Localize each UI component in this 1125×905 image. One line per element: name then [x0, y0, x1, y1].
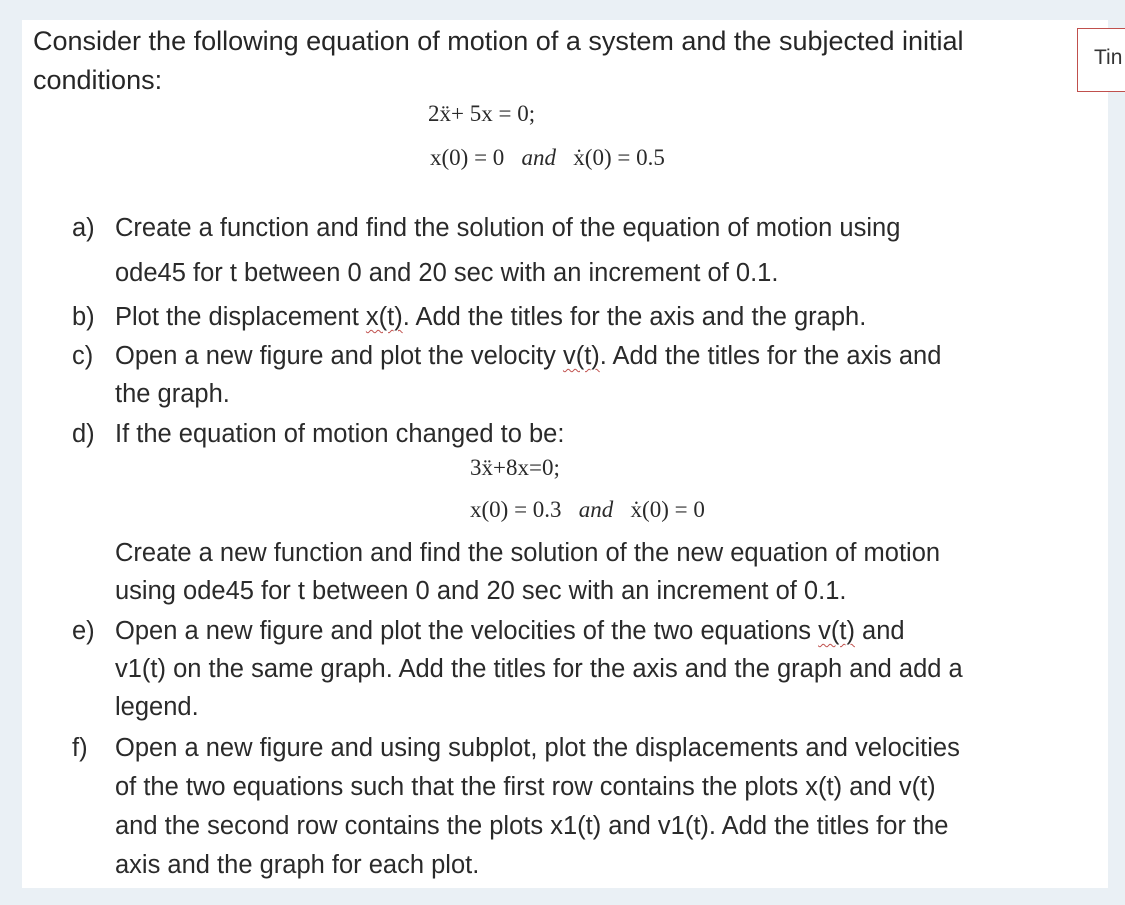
- item-d: [72, 415, 1107, 453]
- item-label: e): [72, 617, 95, 645]
- intro-line-2: conditions:: [33, 65, 163, 95]
- equation-of-motion-1: 2ẍ+ 5x = 0;: [428, 101, 536, 126]
- item-f-line-1: Open a new figure and using subplot, plot the displacements and velocities: [115, 734, 960, 762]
- item-c-line-1: [115, 337, 1107, 375]
- item-a-line-1: Create a function and find the solution of the equation of motion using: [115, 214, 901, 242]
- spellcheck-word: v(t): [562, 342, 600, 370]
- item-c-line-2: the graph.: [115, 380, 230, 408]
- item-d-para-line-2: using ode45 for t between 0 and 20 sec with an increment of 0.1.: [115, 577, 847, 605]
- item-e-line-3: legend.: [115, 693, 199, 721]
- item-f-line-4: axis and the graph for each plot.: [115, 851, 480, 879]
- conjunction-and: and: [521, 145, 557, 170]
- item-label: d): [72, 420, 95, 448]
- initial-condition-xdot: ẋ(0) = 0: [630, 497, 705, 522]
- item-e: [72, 612, 1107, 726]
- item-label: a): [72, 214, 95, 242]
- side-tab[interactable]: [1077, 28, 1125, 92]
- item-d-paragraph: [115, 534, 1105, 610]
- item-c: [72, 337, 1107, 413]
- item-f: [72, 729, 1107, 885]
- initial-condition-x: x(0) = 0: [430, 145, 505, 170]
- item-a-line-2: ode45 for t between 0 and 20 sec with an increment of 0.1.: [115, 259, 779, 287]
- item-d-line-1: If the equation of motion changed to be:: [115, 420, 565, 448]
- intro-text: [33, 22, 1073, 100]
- item-b-line-1: [115, 297, 1107, 337]
- conjunction-and: and: [578, 497, 614, 522]
- initial-conditions-2: [470, 497, 705, 523]
- equation-of-motion-2: 3ẍ+8x=0;: [470, 455, 560, 480]
- item-d-para-line-1: Create a new function and find the solution of the new equation of motion: [115, 539, 941, 567]
- item-f-line-3: and the second row contains the plots x1(t) and v1(t). Add the titles for the: [115, 812, 949, 840]
- spellcheck-word: v(t): [818, 617, 855, 645]
- item-e-text-end: and: [854, 617, 905, 645]
- item-f-line-2: of the two equations such that the first row contains the plots x(t) and v(t): [115, 773, 936, 801]
- item-a: [72, 206, 1107, 296]
- initial-conditions-1: [430, 145, 665, 171]
- spellcheck-word: x(t): [365, 303, 403, 331]
- initial-condition-xdot: ẋ(0) = 0.5: [573, 145, 665, 170]
- item-label: b): [72, 303, 95, 331]
- item-b-text-end: . Add the titles for the axis and the graph.: [402, 303, 867, 331]
- item-label: c): [72, 342, 94, 370]
- intro-line-1: Consider the following equation of motion of a system and the subjected initial: [33, 26, 964, 56]
- initial-condition-x: x(0) = 0.3: [470, 497, 562, 522]
- item-e-text: Open a new figure and plot the velocities of the two equations: [115, 617, 819, 645]
- item-c-text-end: . Add the titles for the axis and: [599, 342, 942, 370]
- item-e-line-2: v1(t) on the same graph. Add the titles for the axis and the graph and add a: [115, 655, 963, 683]
- item-e-line-1: [115, 612, 1107, 650]
- item-b-text: Plot the displacement: [115, 303, 366, 331]
- item-b: [72, 297, 1107, 337]
- item-c-text: Open a new figure and plot the velocity: [115, 342, 563, 370]
- item-label: f): [72, 734, 88, 762]
- side-tab-label: Tin: [1094, 46, 1123, 69]
